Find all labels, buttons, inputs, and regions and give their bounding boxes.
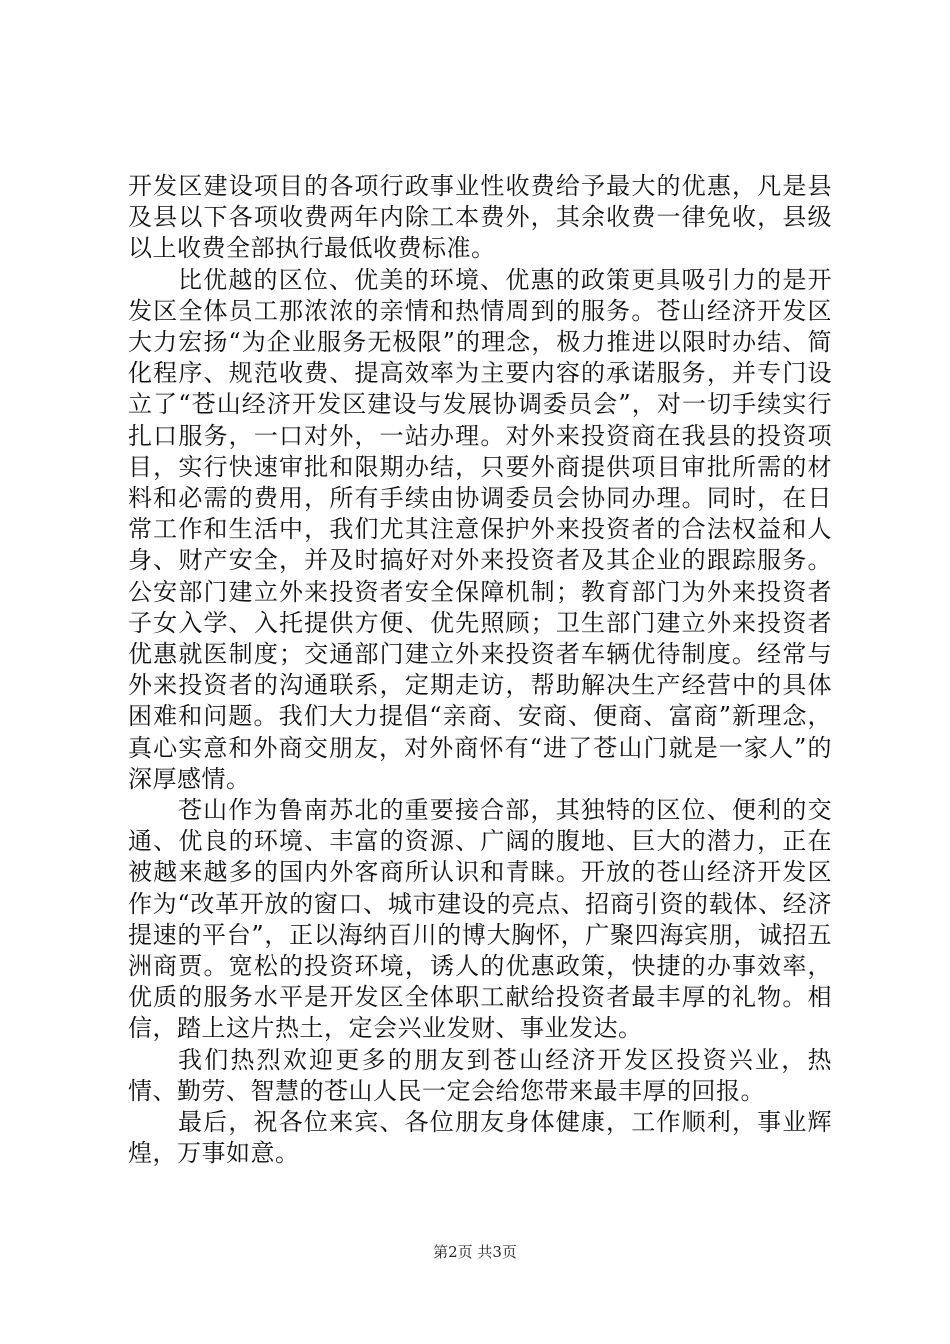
paragraph-3: 苍山作为鲁南苏北的重要接合部，其独特的区位、便利的交通、优良的环境、丰富的资源、广阔的腹地、巨大的潜力，正在被越来越多的国内外客商所认识和青睐。开放的苍山经济开发区作为“改革开放的窗口、城市建设的亮点、招商引资的载体、经济提速的平台”，正以海纳百川的博大胸怀，广聚四海宾朋，诚招五洲商贾。宽松的投资环境，诱人的优惠政策，快捷的办事效率，优质的服务水平是开发区全体职工献给投资者最丰厚的礼物。相信，踏上这片热土，定会兴业发财、事业发达。 <box>128 796 832 1043</box>
paragraph-1: 开发区建设项目的各项行政事业性收费给予最大的优惠，凡是县及县以下各项收费两年内除工本费外，其余收费一律免收，县级以上收费全部执行最低收费标准。 <box>128 172 832 263</box>
paragraph-4: 我们热烈欢迎更多的朋友到苍山经济开发区投资兴业，热情、勤劳、智慧的苍山人民一定会给您带来最丰厚的回报。 <box>128 1045 832 1105</box>
paragraph-2: 比优越的区位、优美的环境、优惠的政策更具吸引力的是开发区全体员工那浓浓的亲情和热情周到的服务。苍山经济开发区大力宏扬“为企业服务无极限”的理念，极力推进以限时办结、简化程序、规范收费、提高效率为主要内容的承诺服务，并专门设立了“苍山经济开发区建设与发展协调委员会”，对一切手续实行扎口服务，一口对外，一站办理。对外来投资商在我县的投资项目，实行快速审批和限期办结，只要外商提供项目审批所需的材料和必需的费用，所有手续由协调委员会协同办理。同时，在日常工作和生活中，我们尤其注意保护外来投资者的合法权益和人身、财产安全，并及时搞好对外来投资者及其企业的跟踪服务。公安部门建立外来投资者安全保障机制；教育部门为外来投资者子女入学、入托提供方便、优先照顾；卫生部门建立外来投资者优惠就医制度；交通部门建立外来投资者车辆优待制度。经常与外来投资者的沟通联系，定期走访，帮助解决生产经营中的具体困难和问题。我们大力提倡“亲商、安商、便商、富商”新理念，真心实意和外商交朋友，对外商怀有“进了苍山门就是一家人”的深厚感情。 <box>128 265 832 793</box>
document-body <box>128 171 832 1170</box>
page-number-footer: 第2页 共3页 <box>433 1243 517 1261</box>
paragraph-5: 最后，祝各位来宾、各位朋友身体健康，工作顺利，事业辉煌，万事如意。 <box>128 1108 832 1168</box>
